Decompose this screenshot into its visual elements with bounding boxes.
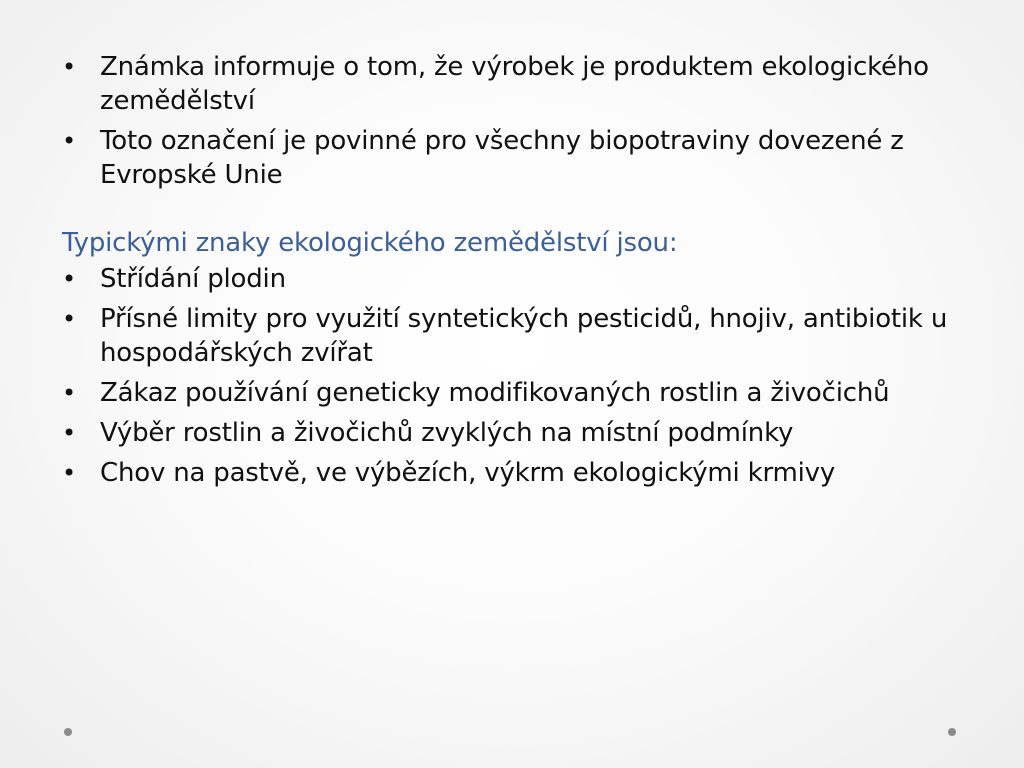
feature-bullet-item: • Zákaz používání geneticky modifikovaných rostlin a živočichů — [62, 376, 982, 410]
feature-bullet-item: • Výběr rostlin a živočichů zvyklých na místní podmínky — [62, 416, 982, 450]
intro-bullet-item: • Známka informuje o tom, že výrobek je produktem ekologického zemědělství — [62, 50, 982, 118]
corner-dot-left — [64, 728, 72, 736]
feature-bullet-item: • Střídání plodin — [62, 262, 982, 296]
intro-bullet-item: • Toto označení je povinné pro všechny biopotraviny dovezené z Evropské Unie — [62, 124, 982, 192]
feature-bullet-item: • Přísné limity pro využití syntetických pesticidů, hnojiv, antibiotik u hospodářských zvířat — [62, 302, 982, 370]
corner-dot-right — [948, 728, 956, 736]
slide-content — [62, 50, 982, 490]
feature-bullet-list — [62, 262, 982, 490]
intro-bullet-list — [62, 50, 982, 192]
section-heading: Typickými znaky ekologického zemědělství jsou: — [62, 228, 678, 258]
feature-bullet-item: • Chov na pastvě, ve výbězích, výkrm ekologickými krmivy — [62, 456, 982, 490]
